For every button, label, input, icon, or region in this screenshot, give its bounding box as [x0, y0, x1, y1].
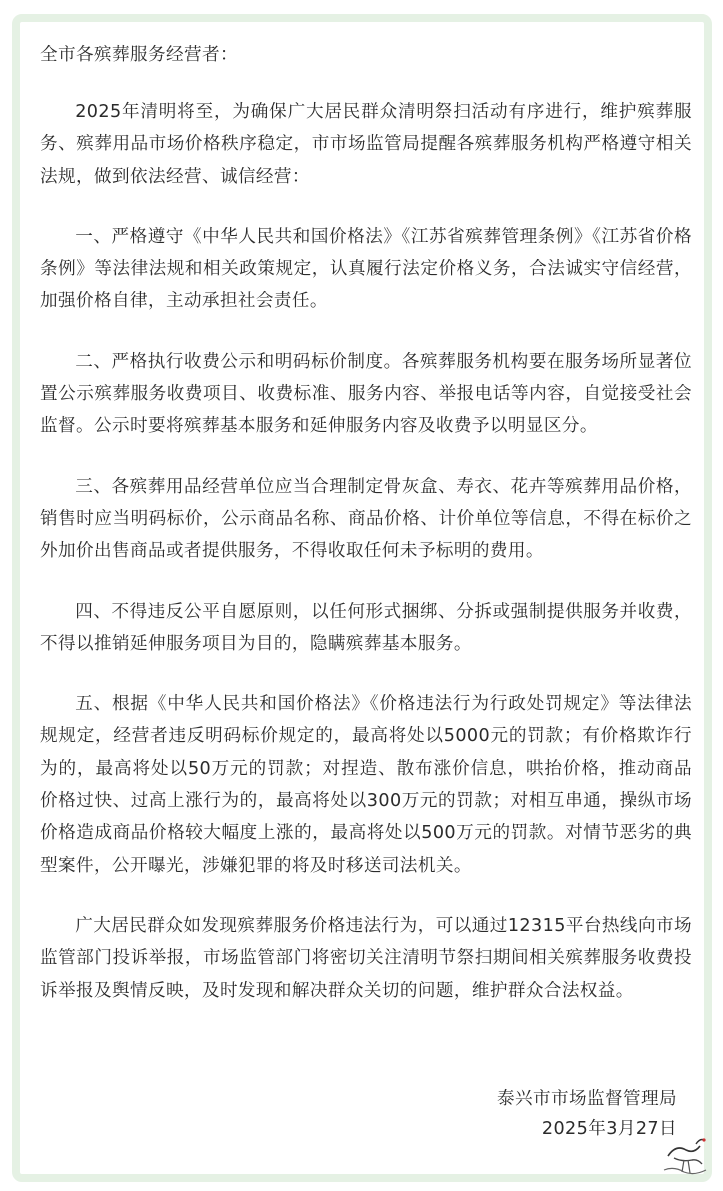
paragraph-intro: 2025年清明将至，为确保广大居民群众清明祭扫活动有序进行，维护殡葬服务、殡葬用品市场价格秩序稳定，市市场监管局提醒各殡葬服务机构严格遵守相关法规，做到依法经营、诚信经营：	[40, 102, 692, 187]
signature-date: 2025年3月27日	[541, 1119, 677, 1139]
paragraph-item-5: 五、根据《中华人民共和国价格法》《价格违法行为行政处罚规定》等法律法规规定，经营者违反明码标价规定的，最高将处以5000元的罚款；有价格欺诈行为的，最高将处以50万元的罚款；对捏造、散布涨价信息，哄抬价格，推动商品价格过快、过高上涨行为的，最高将处以300万元的罚款；对相互串通，操纵市场价格造成商品价格较大幅度上涨的，最高将处以500万元的罚款。对情节恶劣的典型案件，公开曝光，涉嫌犯罪的将及时移送司法机关。	[40, 694, 692, 876]
paragraph-item-4: 四、不得违反公平自愿原则，以任何形式捆绑、分拆或强制提供服务并收费，不得以推销延伸服务项目为目的，隐瞒殡葬基本服务。	[40, 601, 692, 654]
paragraph-item-2: 二、严格执行收费公示和明码标价制度。各殡葬服务机构要在服务场所显著位置公示殡葬服务收费项目、收费标准、服务内容、举报电话等内容，自觉接受社会监督。公示时要将殡葬基本服务和延伸服务内容及收费予以明显区分。	[40, 351, 692, 437]
paragraph-item-1: 一、严格遵守《中华人民共和国价格法》《江苏省殡葬管理条例》《江苏省价格条例》等法律法规和相关政策规定，认真履行法定价格义务，合法诚实守信经营，加强价格自律，主动承担社会责任。	[40, 226, 692, 312]
paragraph-item-3: 三、各殡葬用品经营单位应当合理制定骨灰盒、寿衣、花卉等殡葬用品价格，销售时应当明码标价，公示商品名称、商品价格、计价单位等信息，不得在标价之外加价出售商品或者提供服务，不得收取任何未予标明的费用。	[40, 476, 692, 562]
salutation: 全市各殡葬服务经营者：	[40, 45, 238, 65]
signature-organization: 泰兴市市场监督管理局	[497, 1089, 677, 1109]
crane-decoration-icon	[660, 1126, 708, 1178]
notice-body	[40, 38, 692, 1035]
paragraph-closing: 广大居民群众如发现殡葬服务价格违法行为，可以通过12315平台热线向市场监管部门投诉举报，市场监管部门将密切关注清明节祭扫期间相关殡葬服务收费投诉举报及舆情反映，及时发现和解决群众关切的问题，维护群众合法权益。	[40, 915, 692, 1001]
